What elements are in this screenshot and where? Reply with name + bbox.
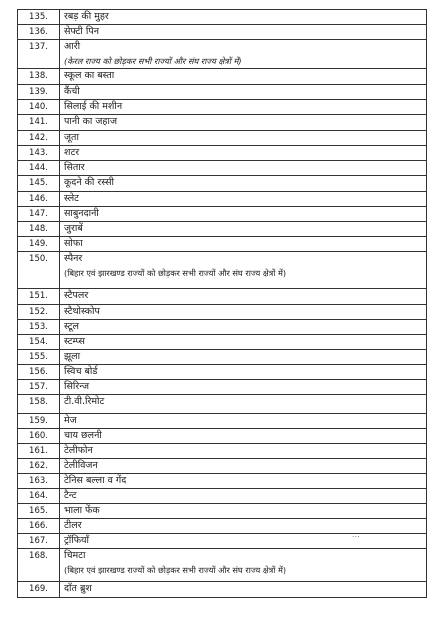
row-number: 163. — [18, 474, 60, 489]
item-cell — [60, 429, 427, 444]
row-number: 136. — [18, 25, 60, 40]
table-row — [18, 252, 427, 289]
item-name: जूता — [64, 132, 79, 143]
row-number: 139. — [18, 85, 60, 100]
item-cell — [60, 25, 427, 40]
items-table-body — [18, 10, 427, 598]
item-name: टी.वी.रिमोट — [64, 396, 105, 407]
item-name: सिरिन्ज — [64, 381, 90, 392]
item-cell — [60, 176, 427, 192]
item-name: स्टैपलर — [64, 290, 89, 301]
item-cell — [60, 414, 427, 429]
item-cell — [60, 395, 427, 414]
table-row — [18, 115, 427, 131]
item-cell — [60, 444, 427, 459]
item-name: स्पैनर — [64, 253, 83, 264]
item-name: स्कूल का बस्ता — [64, 70, 115, 81]
item-name: मेज — [64, 415, 77, 426]
table-row — [18, 289, 427, 305]
item-cell — [60, 350, 427, 365]
row-number: 150. — [18, 252, 60, 289]
table-row — [18, 489, 427, 504]
row-number: 137. — [18, 40, 60, 69]
row-number: 158. — [18, 395, 60, 414]
item-name: स्विच बोर्ड — [64, 366, 98, 377]
item-cell — [60, 222, 427, 237]
item-name: टैन्ट — [64, 490, 77, 501]
item-name: भाला फेंक — [64, 505, 100, 516]
item-cell — [60, 207, 427, 222]
item-note: (बिहार एवं झारखण्ड राज्यों को छोड़कर सभी राज्यों और संघ राज्य क्षेत्रों में) — [64, 268, 287, 278]
table-row — [18, 40, 427, 69]
item-cell — [60, 582, 427, 598]
item-name: पानी का जहाज — [64, 116, 117, 127]
row-number: 167. — [18, 534, 60, 549]
items-table — [17, 9, 427, 598]
table-row — [18, 305, 427, 320]
row-number: 155. — [18, 350, 60, 365]
stray-mark: ... — [352, 530, 360, 539]
row-number: 168. — [18, 549, 60, 582]
item-name: झूला — [64, 351, 81, 362]
table-row — [18, 207, 427, 222]
table-row — [18, 10, 427, 25]
row-number: 135. — [18, 10, 60, 25]
table-row — [18, 222, 427, 237]
row-number: 164. — [18, 489, 60, 504]
table-row — [18, 146, 427, 161]
item-cell — [60, 335, 427, 350]
table-row — [18, 459, 427, 474]
item-cell — [60, 192, 427, 207]
item-name: स्लेट — [64, 193, 79, 204]
row-number: 161. — [18, 444, 60, 459]
row-number: 157. — [18, 380, 60, 395]
row-number: 147. — [18, 207, 60, 222]
row-number: 142. — [18, 131, 60, 146]
item-name: ट्रॉफियाँ — [64, 535, 90, 546]
item-cell — [60, 534, 427, 549]
table-row — [18, 131, 427, 146]
table-row — [18, 549, 427, 582]
item-cell — [60, 10, 427, 25]
item-name: साबुनदानी — [64, 208, 99, 219]
table-row — [18, 335, 427, 350]
item-name: टेनिस बल्ला व गेंद — [64, 475, 127, 486]
item-name: स्टूल — [64, 321, 79, 332]
item-name: टीलर — [64, 520, 82, 531]
row-number: 148. — [18, 222, 60, 237]
item-cell — [60, 100, 427, 115]
item-cell — [60, 459, 427, 474]
item-name: कूदने की रस्सी — [64, 177, 114, 188]
row-number: 169. — [18, 582, 60, 598]
item-name: आरी — [64, 41, 81, 52]
row-number: 141. — [18, 115, 60, 131]
table-row — [18, 534, 427, 549]
item-cell — [60, 115, 427, 131]
item-cell — [60, 474, 427, 489]
row-number: 146. — [18, 192, 60, 207]
item-name: चाय छलनी — [64, 430, 102, 441]
item-cell — [60, 289, 427, 305]
item-cell — [60, 489, 427, 504]
item-cell — [60, 237, 427, 252]
table-row — [18, 474, 427, 489]
row-number: 140. — [18, 100, 60, 115]
row-number: 156. — [18, 365, 60, 380]
table-row — [18, 100, 427, 115]
item-name: स्टैथोस्कोप — [64, 306, 100, 317]
table-row — [18, 519, 427, 534]
table-row — [18, 365, 427, 380]
table-row — [18, 395, 427, 414]
table-row — [18, 25, 427, 40]
item-cell — [60, 69, 427, 85]
row-number: 149. — [18, 237, 60, 252]
item-cell — [60, 146, 427, 161]
table-row — [18, 429, 427, 444]
row-number: 162. — [18, 459, 60, 474]
table-row — [18, 350, 427, 365]
item-cell — [60, 519, 427, 534]
item-name: दाँत ब्रुश — [64, 583, 92, 594]
row-number: 145. — [18, 176, 60, 192]
table-row — [18, 192, 427, 207]
row-number: 138. — [18, 69, 60, 85]
item-name: सोफा — [64, 238, 83, 249]
item-name: सिलाई की मशीन — [64, 101, 123, 112]
row-number: 144. — [18, 161, 60, 176]
row-number: 154. — [18, 335, 60, 350]
item-name: शटर — [64, 147, 80, 158]
item-note: (केरल राज्य को छोड़कर सभी राज्यों और संघ राज्य क्षेत्रों में) — [64, 56, 242, 66]
item-cell — [60, 504, 427, 519]
row-number: 151. — [18, 289, 60, 305]
row-number: 166. — [18, 519, 60, 534]
item-cell — [60, 85, 427, 100]
item-name: सेफ्टी पिन — [64, 26, 100, 37]
item-name: चिमटा — [64, 550, 86, 561]
item-name: जुराबें — [64, 223, 83, 234]
item-cell — [60, 320, 427, 335]
item-name: कैंची — [64, 86, 80, 97]
item-cell — [60, 380, 427, 395]
table-row — [18, 69, 427, 85]
table-row — [18, 582, 427, 598]
item-name: सितार — [64, 162, 85, 173]
item-name: रबड़ की मुहर — [64, 11, 109, 22]
item-name: टेलीफोन — [64, 445, 93, 456]
row-number: 143. — [18, 146, 60, 161]
item-name: टेलीविजन — [64, 460, 98, 471]
row-number: 152. — [18, 305, 60, 320]
item-cell — [60, 305, 427, 320]
item-cell — [60, 161, 427, 176]
table-row — [18, 176, 427, 192]
table-row — [18, 161, 427, 176]
table-row — [18, 444, 427, 459]
item-cell — [60, 252, 427, 289]
item-cell — [60, 365, 427, 380]
table-row — [18, 237, 427, 252]
row-number: 159. — [18, 414, 60, 429]
row-number: 153. — [18, 320, 60, 335]
item-cell — [60, 549, 427, 582]
item-name: स्टम्प्स — [64, 336, 85, 347]
row-number: 160. — [18, 429, 60, 444]
item-note: (बिहार एवं झारखण्ड राज्यों को छोड़कर सभी राज्यों और संघ राज्य क्षेत्रों में) — [64, 565, 287, 575]
row-number: 165. — [18, 504, 60, 519]
table-row — [18, 414, 427, 429]
table-row — [18, 504, 427, 519]
item-cell — [60, 40, 427, 69]
item-cell — [60, 131, 427, 146]
table-row — [18, 320, 427, 335]
table-row — [18, 85, 427, 100]
table-row — [18, 380, 427, 395]
